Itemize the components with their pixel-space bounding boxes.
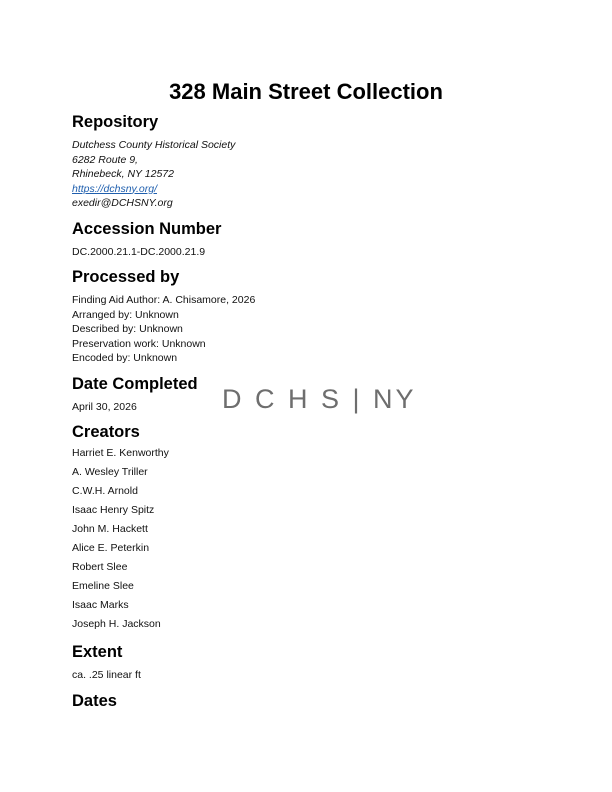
processed-heading: Processed by [72,268,180,286]
accession-number: DC.2000.21.1-DC.2000.21.9 [72,245,206,258]
page-title: 328 Main Street Collection [169,79,443,104]
repository-section [72,112,542,211]
creators-heading: Creators [72,423,140,441]
extent-heading: Extent [72,643,123,661]
creator-name: Emeline Slee [72,580,134,592]
dchs-watermark: D C H S | NY [222,384,417,414]
processed-line: Preservation work: Unknown [72,337,206,350]
processed-line: Finding Aid Author: A. Chisamore, 2026 [72,294,256,306]
accession-heading: Accession Number [72,219,222,238]
processed-line: Described by: Unknown [72,323,183,335]
creator-name: Isaac Henry Spitz [72,504,155,516]
repository-heading: Repository [72,113,159,131]
creator-name: John M. Hackett [72,523,148,535]
extent-value: ca. .25 linear ft [72,669,141,681]
processed-line: Arranged by: Unknown [72,308,179,321]
processed-line: Encoded by: Unknown [72,352,178,364]
accession-section [72,219,542,260]
dates-heading: Dates [72,691,117,710]
repository-address-line2: Rhinebeck, NY 12572 [72,168,174,180]
creator-name: Isaac Marks [72,599,129,611]
repository-address-line1: 6282 Route 9, [72,153,138,166]
creator-name: Harriet E. Kenworthy [72,447,169,459]
processed-section [72,267,542,366]
date-completed-value: April 30, 2026 [72,400,137,413]
creator-name: Alice E. Peterkin [72,542,150,554]
repository-website-link[interactable]: https://dchsny.org/ [72,182,158,195]
creator-name: Joseph H. Jackson [72,618,161,630]
repository-name: Dutchess County Historical Society [72,139,236,151]
creator-name: C.W.H. Arnold [72,485,138,497]
dates-section [72,691,542,711]
creator-name: A. Wesley Triller [72,466,148,478]
repository-email: exedir@DCHSNY.org [72,197,173,209]
date-completed-heading: Date Completed [72,374,198,393]
extent-section [72,642,542,683]
creator-name: Robert Slee [72,561,128,573]
creators-section [72,422,542,634]
